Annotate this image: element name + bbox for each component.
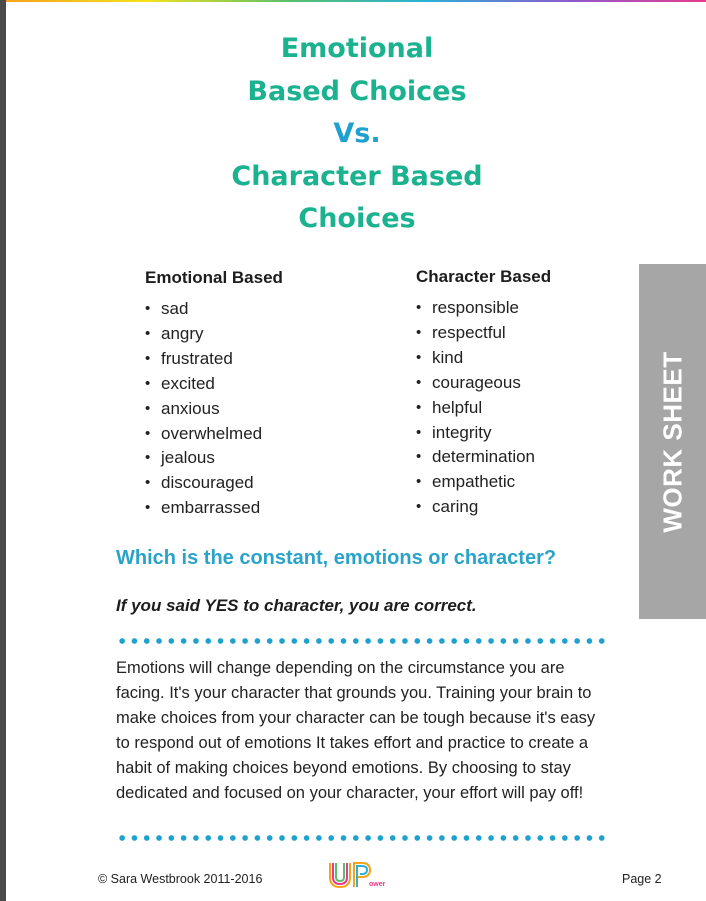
dotted-divider-top bbox=[116, 637, 608, 645]
page-title bbox=[200, 28, 514, 241]
left-edge-bar bbox=[0, 0, 6, 901]
list-item: • kind bbox=[416, 346, 551, 371]
list-item: • overwhelmed bbox=[145, 422, 283, 447]
list-item: • anxious bbox=[145, 397, 283, 422]
worksheet-side-tab bbox=[639, 264, 706, 619]
upower-logo bbox=[327, 860, 387, 890]
list-item: • discouraged bbox=[145, 471, 283, 496]
worksheet-label: WORK SHEET bbox=[657, 350, 687, 533]
list-item: • respectful bbox=[416, 321, 551, 346]
logo-letter-p bbox=[354, 863, 370, 887]
list-item: • integrity bbox=[416, 421, 551, 446]
list-item: • frustrated bbox=[145, 347, 283, 372]
top-rainbow-line bbox=[6, 0, 706, 2]
list-item: • empathetic bbox=[416, 470, 551, 495]
character-heading: Character Based bbox=[416, 267, 552, 286]
list-item: • sad bbox=[145, 297, 283, 322]
title-line-4: Character Based bbox=[231, 160, 483, 192]
title-line-2: Based Choices bbox=[247, 75, 467, 107]
logo-letter-u bbox=[330, 863, 350, 887]
answer-text: If you said YES to character, you are correct. bbox=[116, 596, 477, 615]
character-list bbox=[416, 296, 551, 520]
dotted-divider-bottom bbox=[116, 834, 608, 842]
emotional-heading: Emotional Based bbox=[145, 268, 283, 287]
list-item: • jealous bbox=[145, 446, 283, 471]
list-item: • embarrassed bbox=[145, 496, 283, 521]
footer-copyright: © Sara Westbrook 2011-2016 bbox=[98, 872, 263, 886]
list-item: • responsible bbox=[416, 296, 551, 321]
logo-small-text: ower bbox=[369, 881, 386, 888]
body-paragraph: Emotions will change depending on the circumstance you are facing. It's your character that grounds you. Training your brain to make choices from your character can be tough because it's easy to respond out of emotions It takes effort and practice to create a habit of making choices beyond emotions. By choosing to stay dedicated and focused on your character, your effort will pay off! bbox=[116, 659, 596, 802]
emotional-list bbox=[145, 297, 283, 521]
title-line-1: Emotional bbox=[280, 33, 434, 64]
title-line-vs: Vs. bbox=[333, 118, 381, 149]
footer-page-number: Page 2 bbox=[622, 872, 662, 886]
title-line-5: Choices bbox=[298, 203, 416, 234]
emotional-column bbox=[145, 268, 283, 521]
list-item: • courageous bbox=[416, 371, 551, 396]
question-heading: Which is the constant, emotions or character? bbox=[116, 547, 557, 569]
list-item: • angry bbox=[145, 322, 283, 347]
list-item: • excited bbox=[145, 372, 283, 397]
list-item: • helpful bbox=[416, 396, 551, 421]
list-item: • determination bbox=[416, 445, 551, 470]
list-item: • caring bbox=[416, 495, 551, 520]
character-column bbox=[416, 267, 551, 520]
